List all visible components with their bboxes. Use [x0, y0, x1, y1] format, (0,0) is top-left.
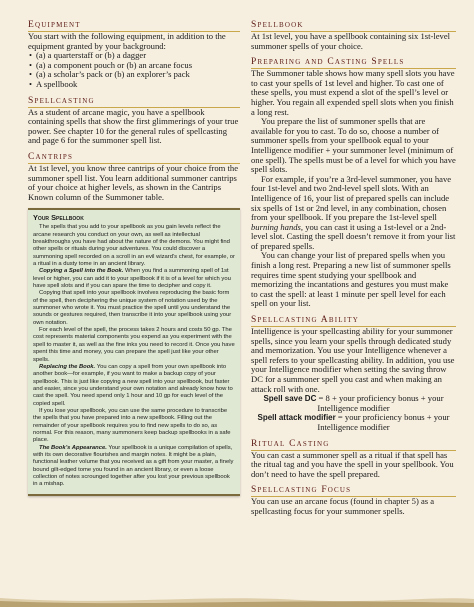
heading-ability: Spellcasting Ability — [251, 315, 456, 327]
section-preparing — [251, 57, 456, 309]
heading-ritual: Ritual Casting — [251, 439, 456, 451]
spell-attack-modifier — [251, 413, 456, 432]
heading-equipment: Equipment — [28, 20, 240, 32]
sidebar-body: You can copy a spell from your own spellbook into another book—for example, if you want to make a backup copy of your spellbook. This is just like copying a new spell into your spellbook, but faster and easier, since you understand your own notation and already know how to cast the spell. You need spend only 1 hour and 10 gp for each level of the copied spell. — [33, 363, 233, 407]
heading-spellcasting: Spellcasting — [28, 96, 240, 108]
preparing-paragraph: The Summoner table shows how many spell slots you have to cast your spells of 1st level and higher. To cast one of these spells, you must expend a slot of the spell’s level or higher. You regain all expended spell slots when you finish a long rest. — [251, 68, 455, 117]
preparing-paragraph — [251, 175, 456, 252]
ritual-text: You can cast a summoner spell as a ritual if that spell has the ritual tag and you have the spell in your spellbook. You don’t need to have the spell prepared. — [251, 449, 454, 479]
preparing-text: , you can cast it using a 1st-level or a 2nd-level slot. Casting the spell doesn’t remove it from your list of prepared spells. — [251, 221, 456, 251]
preparing-text: For example, if you’re a 3rd-level summoner, you have four 1st-level and two 2nd-level spell slots. With an Intelligence of 16, your list of prepared spells can include six spells of 1st or 2nd level, in any combination, chosen from your spellbook. If you prepare the 1st-level spell — [251, 173, 452, 223]
heading-cantrips: Cantrips — [28, 152, 240, 164]
footer-ornament — [0, 592, 474, 607]
sidebar-lead: Replacing the Book. — [39, 363, 96, 370]
sidebar-paragraph — [33, 445, 235, 489]
sidebar-lead: Copying a Spell into the Book. — [39, 268, 124, 275]
heading-spellbook: Spellbook — [251, 20, 456, 32]
heading-focus: Spellcasting Focus — [251, 485, 456, 497]
equipment-item: • A spellbook — [36, 80, 240, 90]
cantrips-text: At 1st level, you know three cantrips of your choice from the summoner spell list. You learn additional summoner cantrips of your choice at higher levels, as shown in the Cantrips Known column of the Summoner table. — [28, 162, 239, 202]
section-ritual — [251, 439, 456, 480]
equipment-item: • (a) a quarterstaff or (b) a dagger — [36, 51, 240, 61]
section-ability — [251, 315, 456, 433]
ability-text: Intelligence is your spellcasting ability for your summoner spells, since you learn your spells through dedicated study and memorization. You use your Intelligence whenever a spell refers to your spellcasting ability. In addition, you use your Intelligence modifier when setting the saving throw DC for a summoner spell you cast and when making an attack roll with one. — [251, 326, 455, 394]
sidebar-paragraph: The spells that you add to your spellbook as you gain levels reflect the arcane research you conduct on your own, as well as intellectual breakthroughs you have had about the nature of the demons. You might find other spells or rituals during your adventures. You could discover a summoning spell recorded on a scroll in an evil wizard’s chest, for example, or a ritual in a dusty tome in an ancient library. — [33, 224, 235, 268]
focus-text: You can use an arcane focus (found in chapter 5) as a spellcasting focus for your summoner spells. — [251, 496, 435, 516]
spellbook-sidebar — [28, 208, 240, 495]
spellcasting-text: As a student of arcane magic, you have a spellbook containing spells that show the first glimmerings of your true power. See chapter 10 for the general rules of spellcasting and page 6 for the summoner spell list. — [28, 106, 239, 146]
sidebar-title: Your Spellbook — [33, 213, 84, 223]
sidebar-body: Your spellbook is a unique compilation of spells, with its own decorative flourishes and margin notes. It might be a plain, functional leather volume that you received as a gift from your master, a finely bound gilt-edged tome you found in an ancient library, or even a loose collection of notes scrounged together after you lost your previous spellbook in a mishap. — [33, 444, 234, 488]
formula-label: Spell attack modifier — [257, 413, 336, 423]
sidebar-lead: The Book’s Appearance. — [39, 444, 107, 451]
formula-text: = 8 + your proficiency bonus + your Intelligence modifier — [316, 393, 444, 413]
section-spellbook — [251, 20, 456, 51]
section-cantrips — [28, 152, 240, 202]
section-equipment — [28, 20, 240, 90]
preparing-paragraph: You prepare the list of summoner spells that are available for you to cast. To do so, choose a number of summoner spells from your spellbook equal to your Intelligence modifier + your summoner level (minimum of one spell). The spells must be of a level for which you have spell slots. — [251, 116, 456, 175]
sidebar-paragraph: For each level of the spell, the process takes 2 hours and costs 50 gp. The cost represents material components you expend as you experiment with the spell to master it, as well as the fine inks you need to record it. Once you have spent this time and money, you can prepare the spell just like your other spells. — [33, 327, 235, 363]
section-spellcasting — [28, 96, 240, 146]
sidebar-paragraph — [33, 268, 235, 290]
sidebar-paragraph: Copying that spell into your spellbook involves reproducing the basic form of the spell, then deciphering the unique system of notation used by the summoner who wrote it. You must practice the spell until you understand the sounds or gestures required, then transcribe it into your spellbook using your own notation. — [33, 290, 232, 326]
preparing-paragraph: You can change your list of prepared spells when you finish a long rest. Preparing a new list of summoner spells requires time spent studying your spellbook and memorizing the incantations and gestures you must make to cast the spell: at least 1 minute per spell level for each spell on your list. — [251, 250, 451, 309]
sidebar-paragraph — [33, 364, 235, 408]
equipment-item: • (a) a component pouch or (b) an arcane focus — [36, 61, 240, 71]
equipment-list — [28, 51, 240, 89]
formula-text: = your proficiency bonus + your Intelligence modifier — [317, 412, 450, 432]
heading-preparing: Preparing and Casting Spells — [251, 57, 456, 69]
spell-name: burning hands — [251, 221, 301, 232]
footer-decoration — [0, 592, 474, 607]
formula-label: Spell save DC — [263, 394, 317, 404]
equipment-item: • (a) a scholar’s pack or (b) an explorer’s pack — [36, 70, 240, 80]
right-column — [251, 20, 456, 523]
sidebar-paragraph: If you lose your spellbook, you can use the same procedure to transcribe the spells that you have prepared into a new spellbook. Filling out the remainder of your spellbook requires you to find new spells to do so, as normal. For this reason, many summoners keep backup spellbooks in a safe place. — [33, 407, 231, 444]
spellbook-text: At 1st level, you have a spellbook containing six 1st-level summoner spells of your choice. — [251, 31, 451, 51]
section-focus — [251, 485, 456, 516]
left-column — [28, 20, 240, 496]
sidebar-body: When you find a summoning spell of 1st level or higher, you can add it to your spellbook if it is of a level for which you have spell slots and if you can spare the time to decipher and copy it. — [33, 268, 231, 290]
spell-save-dc — [251, 394, 456, 413]
equipment-intro: You start with the following equipment, in addition to the equipment granted by your background: — [28, 31, 226, 51]
